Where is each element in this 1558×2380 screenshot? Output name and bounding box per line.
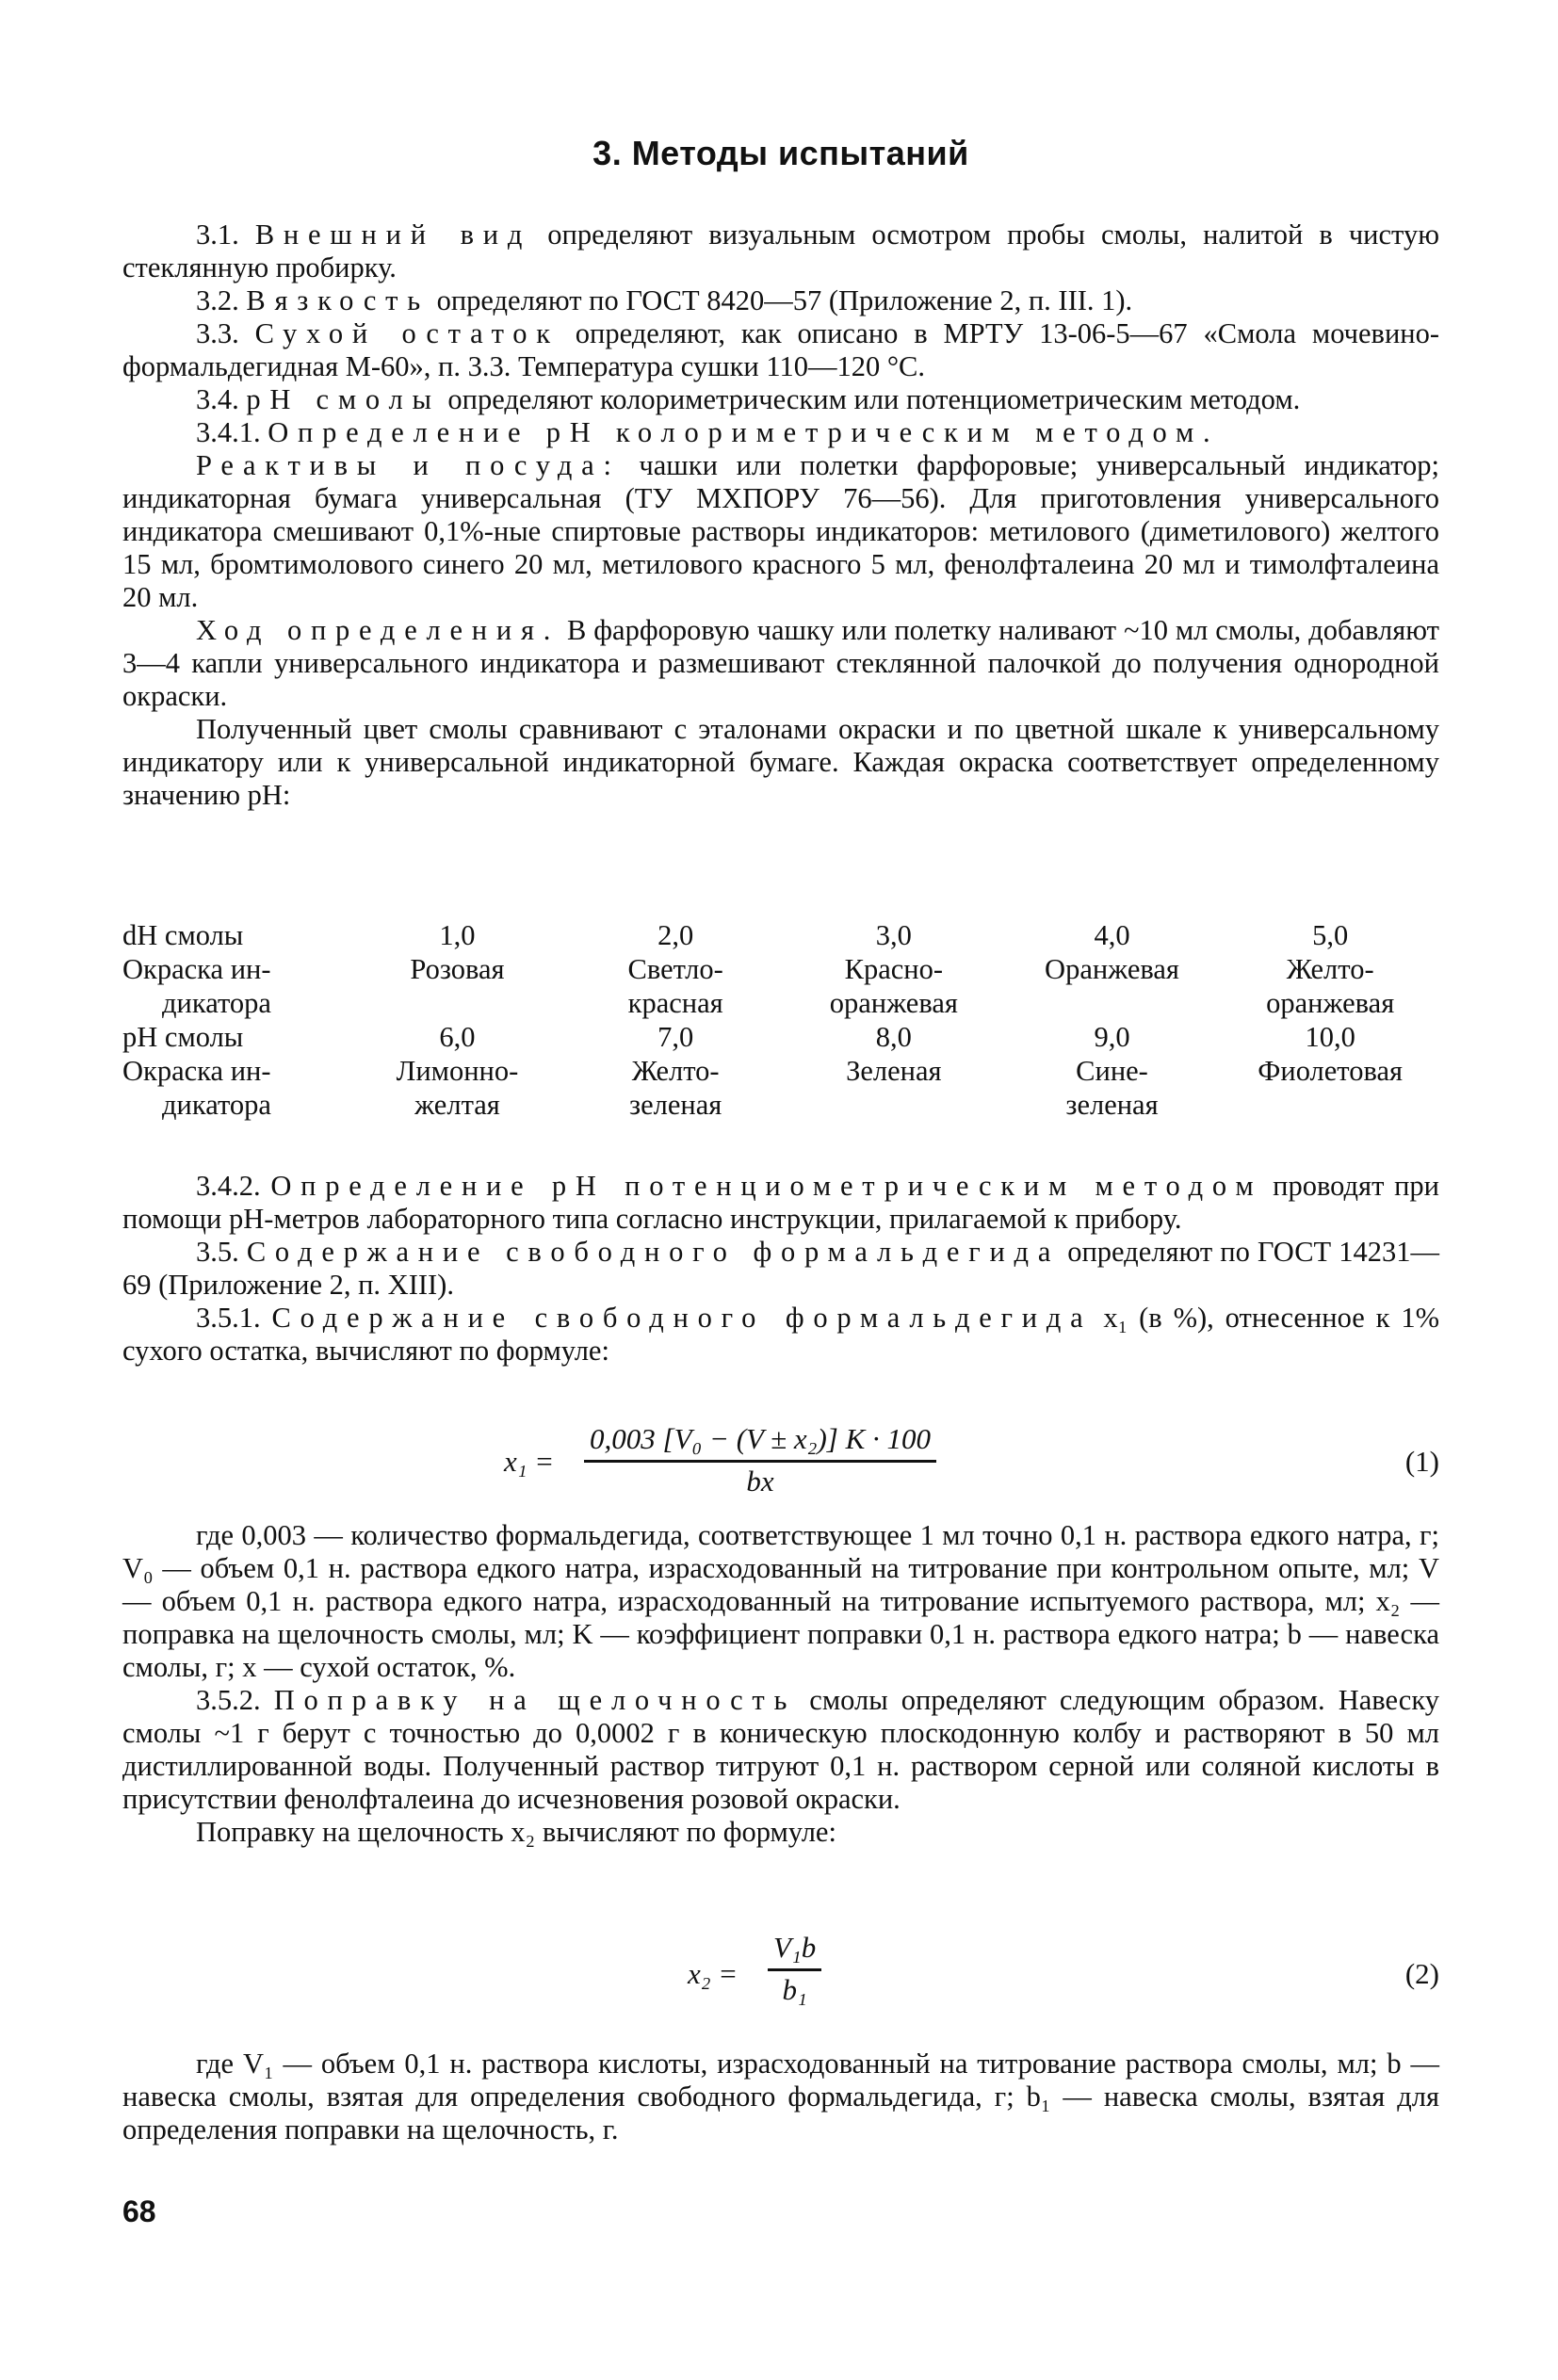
page-number: 68 [122, 2194, 156, 2228]
table-cell: Оранжевая [1045, 953, 1179, 985]
ph-color-table [122, 918, 1439, 1122]
paragraph-text: В фарфоровую чашку или полетку наливают ~10 мл смолы, добавляют 3—4 капли универсального индикатора и размешивают стеклянной палочкой до получения однородной окраски. [122, 614, 1439, 712]
formula-1-numerator: 0,003 [V₀ − (V ± x₂)] K · 100 [584, 1422, 936, 1463]
spaced-heading: Внешний вид [254, 219, 532, 251]
table-cell: Желто- зеленая [629, 1055, 722, 1121]
table-cell: Розовая [410, 953, 505, 985]
spaced-heading: Ход определения. [196, 614, 560, 646]
section-title: 3. Методы испытаний [592, 134, 969, 172]
paragraph [122, 2048, 1439, 2146]
formula-2 [122, 1931, 1439, 2016]
row-label-line: pH смолы [122, 1021, 244, 1053]
table-cell: Фиолетовая [1258, 1055, 1404, 1087]
paragraph [122, 219, 1439, 284]
row-label-line: дикатора [162, 1089, 271, 1121]
table-cell: 4,0 [1094, 919, 1130, 951]
paragraph-number: 3.2. [196, 284, 239, 316]
formula-1-denominator: bx [746, 1465, 774, 1498]
paragraph [122, 614, 1439, 713]
row-label [122, 952, 349, 1020]
paragraph-number: 3.4.1. [196, 416, 261, 448]
table-cell: 7,0 [657, 1021, 694, 1053]
row-label-line: Окраска ин- [122, 1055, 271, 1087]
paragraph-text: x₁ (в %), отнесенное к 1% сухого остатка, вычисляют по формуле: [122, 1302, 1439, 1367]
paragraph-number: 3.5. [196, 1236, 239, 1268]
paragraph-text: определяют визуальным осмотром пробы смолы, налитой в чистую стеклянную пробирку. [122, 219, 1439, 283]
paragraph-text: Полученный цвет смолы сравнивают с эталонами окраски и по цветной шкале к универсальному индикатору или к универсальной индикаторной бумаге. Каждая окраска соответствует определенному значению pH: [122, 713, 1439, 811]
row-label-line: Окраска ин- [122, 953, 271, 985]
spaced-heading: Сухой остаток [254, 317, 560, 349]
table-cell: Светло- красная [627, 953, 723, 1019]
table-row [122, 918, 1439, 952]
spaced-heading: Реактивы и посуда: [196, 449, 621, 481]
table-cell: Желто- оранжевая [1266, 953, 1395, 1019]
paragraph-text: определяют колориметрическим или потенциометрическим методом. [440, 383, 1301, 415]
formula-2-number: (2) [1404, 1957, 1439, 1990]
table-row [122, 1020, 1439, 1054]
formula-1-number: (1) [1404, 1445, 1439, 1478]
section-text-3 [122, 1519, 1439, 1849]
paragraph-text: где 0,003 — количество формальдегида, соответствующее 1 мл точно 0,1 н. раствора едкого натра, г; V₀ — объем 0,1 н. раствора едкого натра, израсходованный на титрование при контрольном опыте, мл; V — объем 0,1 н. раствора едкого натра, израсходованный на титрование испытуемого раствора, мл; x₂ — поправка на щелочность смолы, мл; K — коэффициент поправки 0,1 н. раствора едкого натра; b — навеска смолы, г; x — сухой остаток, %. [122, 1519, 1439, 1683]
table-cell: 1,0 [439, 919, 476, 951]
paragraph [122, 1236, 1439, 1302]
paragraph-number: 3.5.1. [196, 1302, 261, 1334]
row-label [122, 1020, 349, 1054]
table-cell: Лимонно- желтая [396, 1055, 519, 1121]
paragraph [122, 383, 1439, 416]
table-cell: Красно- оранжевая [829, 953, 958, 1019]
table-cell: 2,0 [657, 919, 694, 951]
paragraph [122, 416, 1439, 449]
row-label [122, 918, 349, 952]
section-text-2 [122, 1170, 1439, 1368]
table-cell: Зеленая [846, 1055, 942, 1087]
paragraph-number: 3.1. [196, 219, 239, 251]
paragraph-number: 3.5.2. [196, 1684, 261, 1716]
spaced-heading: Поправку на щелочность [273, 1684, 797, 1716]
paragraph-text: чашки или полетки фарфоровые; универсальный индикатор; индикаторная бумага универсальная (ТУ МХПОРУ 76—56). Для приготовления универсального индикатора смешивают 0,1%-ные спиртовые растворы индикаторов: метилового (диметилового) желтого 15 мл, бромтимолового синего 20 мл, метилового красного 5 мл, фенолфталеина 20 мл и тимолфталеина 20 мл. [122, 449, 1440, 613]
spaced-heading: Вязкость [246, 284, 430, 316]
paragraph-text: Поправку на щелочность x₂ вычисляют по формуле: [196, 1816, 836, 1848]
paragraph [122, 284, 1439, 317]
table-row [122, 1054, 1439, 1122]
row-label-line: dH смолы [122, 919, 244, 951]
spaced-heading: Содержание свободного формальдегида [246, 1236, 1061, 1268]
paragraph [122, 449, 1439, 614]
paragraph-text: определяют, как описано в МРТУ 13-06-5—67 «Смола мочевино-формальдегидная М-60», п. 3.3. Температура сушки 110—120 °С. [122, 317, 1440, 382]
spaced-heading: Определение pH колориметрическим методом. [268, 416, 1220, 448]
paragraph-text: определяют по ГОСТ 8420—57 (Приложение 2, п. III. 1). [429, 284, 1133, 316]
paragraph-text: проводят при помощи pH-метров лабораторного типа согласно инструкции, прилагаемой к прибору. [122, 1170, 1439, 1235]
table-row [122, 952, 1439, 1020]
paragraph [122, 1519, 1439, 1684]
spaced-heading: Определение pH потенциометрическим методом [270, 1170, 1263, 1202]
table-cell: 9,0 [1094, 1021, 1130, 1053]
table-cell: Сине- зеленая [1065, 1055, 1159, 1121]
paragraph-number: 3.4.2. [196, 1170, 261, 1202]
paragraph-number: 3.4. [196, 383, 239, 415]
paragraph-text: где V₁ — объем 0,1 н. раствора кислоты, израсходованный на титрование раствора смолы, мл; b — навеска смолы, взятая для определения свободного формальдегида, г; b₁ — навеска смолы, взятая для определения поправки на щелочность, г. [122, 2048, 1439, 2145]
spaced-heading: pH смолы [246, 383, 441, 415]
table-cell: 3,0 [875, 919, 912, 951]
formula-1-lhs: x₁ = [504, 1445, 555, 1478]
paragraph [122, 713, 1439, 812]
table-cell: 10,0 [1305, 1021, 1355, 1053]
row-label-line: дикатора [162, 987, 271, 1019]
formula-2-numerator: V₁b [768, 1931, 821, 1971]
row-label [122, 1054, 349, 1122]
table-cell: 6,0 [439, 1021, 476, 1053]
formula-2-denominator: b₁ [782, 1973, 807, 2006]
paragraph [122, 317, 1439, 383]
paragraph [122, 1816, 1439, 1849]
section-text-4 [122, 2048, 1439, 2146]
section-text-1 [122, 219, 1439, 812]
paragraph-text: смолы определяют следующим образом. Навеску смолы ~1 г берут с точностью до 0,0002 г в коническую плоскодонную колбу и растворяют в 50 мл дистиллированной воды. Полученный раствор титруют 0,1 н. раствором серной или соляной кислоты в присутствии фенолфталеина до исчезновения розовой окраски. [122, 1684, 1439, 1815]
formula-2-lhs: x₂ = [688, 1957, 738, 1990]
spaced-heading: Содержание свободного формальдегида [271, 1302, 1093, 1334]
paragraph [122, 1684, 1439, 1816]
paragraph [122, 1170, 1439, 1236]
formula-1 [122, 1422, 1439, 1498]
table-cell: 8,0 [875, 1021, 912, 1053]
paragraph-number: 3.3. [196, 317, 239, 349]
paragraph [122, 1302, 1439, 1368]
table-cell: 5,0 [1312, 919, 1349, 951]
paragraph-text: определяют по ГОСТ 14231—69 (Приложение 2, п. XIII). [122, 1236, 1439, 1301]
